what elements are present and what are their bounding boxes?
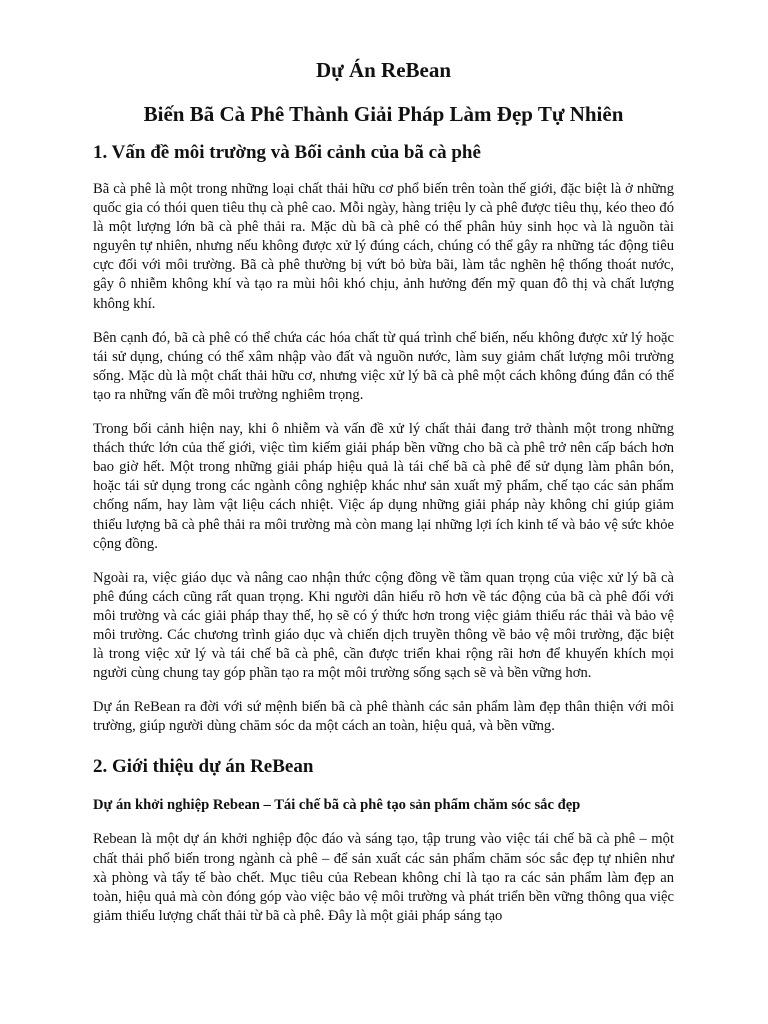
section-1-paragraph: Bên cạnh đó, bã cà phê có thể chứa các hóa chất từ quá trình chế biến, nếu không được xử lý hoặc tái sử dụng, chúng có thể xâm nhập vào đất và nguồn nước, làm suy giảm chất lượng môi trường sống. Mặc dù là một chất thải hữu cơ, nhưng việc xử lý bã cà phê một cách không đúng đắn có thể tạo ra những vấn đề môi trường nghiêm trọng. xyxy=(93,329,674,403)
section-2-subheading: Dự án khởi nghiệp Rebean – Tái chế bã cà phê tạo sản phẩm chăm sóc sắc đẹp xyxy=(93,797,581,814)
document-subtitle: Biến Bã Cà Phê Thành Giải Pháp Làm Đẹp Tự Nhiên xyxy=(143,102,624,126)
section-2-paragraph: Rebean là một dự án khởi nghiệp độc đáo và sáng tạo, tập trung vào việc tái chế bã cà phê – một chất thải phổ biến trong ngành cà phê – để sản xuất các sản phẩm chăm sóc sắc đẹp tự nhiên như xà phòng và tẩy tế bào chết. Mục tiêu của Rebean không chỉ là tạo ra các sản phẩm làm đẹp an toàn, hiệu quả mà còn đóng góp vào việc bảo vệ môi trường và phát triển bền vững thông qua việc giảm thiểu lượng chất thải từ bã cà phê. Đây là một giải pháp sáng tạo xyxy=(93,831,674,924)
section-1-paragraph: Ngoài ra, việc giáo dục và nâng cao nhận thức cộng đồng về tầm quan trọng của việc xử lý bã cà phê đúng cách cũng rất quan trọng. Khi người dân hiểu rõ hơn về tác động của bã cà phê đối với môi trường và các giải pháp thay thế, họ sẽ có ý thức hơn trong việc giảm thiểu rác thải và bảo vệ môi trường. Các chương trình giáo dục và chiến dịch truyền thông về bảo vệ môi trường, đặc biệt là trong việc xử lý và tái chế bã cà phê, cần được triển khai rộng rãi hơn để khuyến khích mọi người cùng chung tay góp phần tạo ra một môi trường sống sạch sẽ và bền vững hơn. xyxy=(93,569,674,682)
section-1-paragraph: Bã cà phê là một trong những loại chất thải hữu cơ phổ biến trên toàn thế giới, đặc biệt là ở những quốc gia có thói quen tiêu thụ cà phê cao. Mỗi ngày, hàng triệu ly cà phê được tiêu thụ, kéo theo đó là một lượng lớn bã cà phê thải ra. Mặc dù bã cà phê có thể phân hủy sinh học và là nguồn tài nguyên tự nhiên, nhưng nếu không được xử lý đúng cách, chúng có thể gây ra những tác động tiêu cực đối với môi trường. Bã cà phê thường bị vứt bỏ bừa bãi, làm tắc nghẽn hệ thống thoát nước, gây ô nhiễm không khí và tạo ra mùi hôi khó chịu, ảnh hưởng đến mỹ quan đô thị và chất lượng không khí. xyxy=(93,181,674,312)
section-1-paragraph: Trong bối cảnh hiện nay, khi ô nhiễm và vấn đề xử lý chất thải đang trở thành một trong những thách thức lớn của thế giới, việc tìm kiếm giải pháp bền vững cho bã cà phê trở nên cấp bách hơn bao giờ hết. Một trong những giải pháp hiệu quả là tái chế bã cà phê để sử dụng làm phân bón, hoặc tái sử dụng trong các ngành công nghiệp khác như sản xuất mỹ phẩm, chế tạo các sản phẩm chống nấm, hay làm vật liệu cách nhiệt. Việc áp dụng những giải pháp này không chỉ giúp giảm thiểu lượng bã cà phê thải ra môi trường mà còn mang lại những lợi ích kinh tế và bảo vệ sức khỏe cộng đồng. xyxy=(93,421,674,552)
section-1-paragraph: Dự án ReBean ra đời với sứ mệnh biến bã cà phê thành các sản phẩm làm đẹp thân thiện với môi trường, giúp người dùng chăm sóc da một cách an toàn, hiệu quả, và bền vững. xyxy=(93,699,674,735)
section-2-heading: 2. Giới thiệu dự án ReBean xyxy=(93,756,314,778)
section-1-heading: 1. Vấn đề môi trường và Bối cảnh của bã cà phê xyxy=(93,142,481,163)
document-title: Dự Án ReBean xyxy=(315,58,452,82)
